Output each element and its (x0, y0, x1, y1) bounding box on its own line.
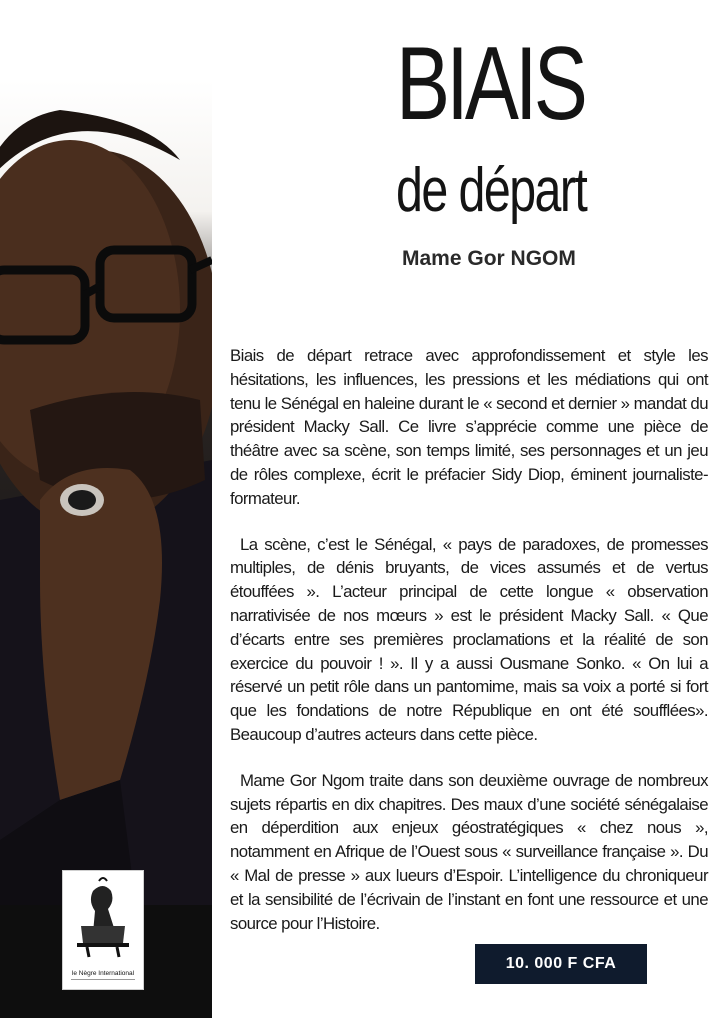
description-paragraph-3: Mame Gor Ngom traite dans son deuxième ouvrage de nombreux sujets répartis en dix chapitres. Des maux d’une société sénégalaise en déperdition aux enjeux géostratégiques « chez nous », notamment en Afrique de l’Ouest sous « surveillance française ». Du « Mal de presse » aux lueurs d’Espoir. L’intelligence du chroniqueur et la sensibilité de l’écrivain de l’instant en font une ressource et une source pour l’Histoire. (230, 770, 708, 933)
book-title: BIAIS (396, 26, 584, 142)
price-badge: 10. 000 F CFA (475, 944, 647, 984)
author-name: Mame Gor NGOM (402, 247, 576, 270)
publisher-name: le Nègre International (71, 970, 135, 977)
publisher-emblem-icon (63, 871, 143, 961)
book-description (230, 344, 708, 957)
publisher-logo (62, 870, 144, 990)
publisher-tagline-line (71, 979, 135, 985)
description-paragraph-1: Biais de départ retrace avec approfondissement et style les hésitations, les influences, les pressions et les médiations qui ont tenu le Sénégal en haleine durant le « second et dernier » mandat du président Macky Sall. Ce livre s’apprécie comme une pièce de théâtre avec sa scène, son temps limité, ses personnages et un jeu de rôles complexe, écrit le préfacier Sidy Diop, éminent journaliste-formateur. (230, 346, 708, 508)
book-subtitle: de départ (396, 156, 587, 225)
description-paragraph-2: La scène, c’est le Sénégal, « pays de paradoxes, de promesses multiples, de dénis bruyants, de vices assumés et de vertus étouffées ». L’acteur principal de cette longue « observation narrativisée de nos mœurs » est le président Macky Sall. « Que d’écarts entre ses premières proclamations et la réalité de son exercice du pouvoir ! ». Il y a aussi Ousmane Sonko. « On lui a réservé un petit rôle dans un pantomime, mais sa voix a porté si fort que les fondations de notre République en ont été soufflées». Beaucoup d’autres acteurs dans cette pièce. (230, 534, 708, 744)
